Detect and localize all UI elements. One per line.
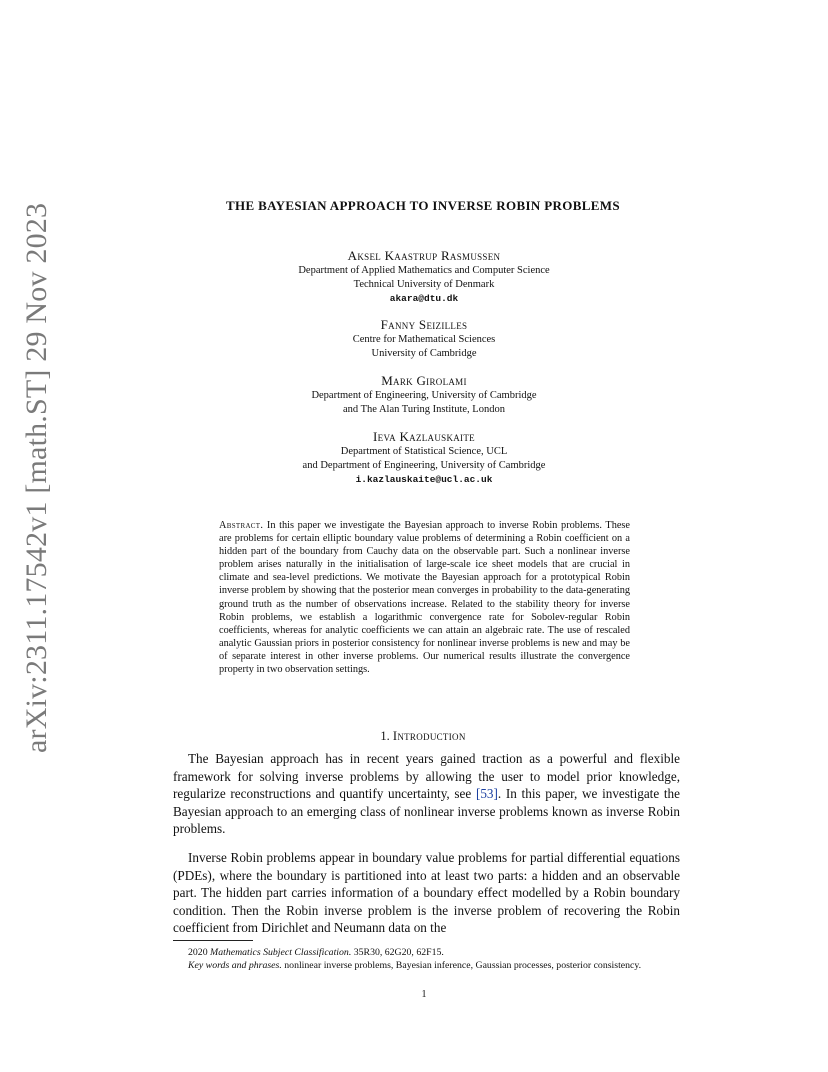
author-affiliation-line: and Department of Engineering, University of Cambridge [302,460,546,471]
footnote-msc [173,946,680,959]
paper-title: THE BAYESIAN APPROACH TO INVERSE ROBIN PROBLEMS [225,198,620,213]
msc-codes: 35R30, 62G20, 62F15. [353,947,444,958]
footnote-keywords [173,959,680,972]
footnotes [173,946,680,972]
citation-link[interactable]: [53] [475,786,498,801]
body-paragraph-1 [173,750,680,838]
paragraph-text: The Bayesian approach has in recent years gained traction as a powerful and flexible framework for solving inverse problems by allowing the user to model prior knowledge, regularize reconstructions and quantify uncertainty, see [173,751,680,801]
abstract [219,519,630,676]
author-email[interactable]: i.kazlauskaite@ucl.ac.uk [355,474,493,485]
author-affiliation-line: Centre for Mathematical Sciences [352,334,496,345]
msc-year: 2020 [188,947,208,958]
abstract-heading: Abstract. [219,520,264,531]
keywords-text: nonlinear inverse problems, Bayesian inference, Gaussian processes, posterior consistency. [284,960,642,971]
author-affiliation-line: Department of Applied Mathematics and Computer Science [298,265,550,276]
author-block-1 [200,249,648,306]
section-title: Introduction [392,729,466,743]
author-name: Mark Girolami [381,373,467,388]
footnote-rule [173,940,253,941]
author-email[interactable]: akara@dtu.dk [389,293,459,304]
author-block-4 [200,430,648,487]
arxiv-identifier-stamp: arXiv:2311.17542v1 [math.ST] 29 Nov 2023 [20,202,53,753]
msc-label: Mathematics Subject Classification. [210,947,352,958]
section-heading [150,729,696,744]
author-affiliation-line: Department of Statistical Science, UCL [340,446,508,457]
author-affiliation-line: University of Cambridge [371,348,477,359]
author-block-3 [200,374,648,417]
page-number: 1 [421,989,427,1000]
keywords-label: Key words and phrases. [188,960,282,971]
author-affiliation-line: Department of Engineering, University of Cambridge [311,390,537,401]
author-block-2 [200,318,648,361]
body-paragraph-2: Inverse Robin problems appear in boundary value problems for partial differential equations (PDEs), where the boundary is partitioned into at least two parts: a hidden and an observable part. The hidden part carries information of a boundary effect modelled by a Robin boundary condition. Then the Robin inverse problem is the inverse problem of recovering the Robin coefficient from Dirichlet and Neumann data on the [173,850,680,935]
paragraph-text: . In this paper, we investigate the Bayesian approach to an emerging class of nonlinear inverse problems known as inverse Robin problems. [173,786,680,836]
abstract-text: In this paper we investigate the Bayesian approach to inverse Robin problems. These are problems for certain elliptic boundary value problems of determining a Robin coefficient on a hidden part of the boundary from Cauchy data on the observable part. Such a nonlinear inverse problem arises naturally in the initialisation of large-scale ice sheet models that are crucial in climate and sea-level predictions. We motivate the Bayesian approach for a prototypical Robin inverse problem by showing that the posterior mean converges in probability to the data-generating ground truth as the number of observations increase. Related to the stability theory for inverse Robin problems, we establish a logarithmic convergence rate for Sobolev-regular Robin coefficients, whereas for analytic coefficients we can attain an algebraic rate. The use of rescaled analytic Gaussian priors in posterior consistency for nonlinear inverse problems is new and may be of separate interest in other inverse problems. Our numerical results illustrate the convergence property in two observation settings. [219,520,630,676]
author-name: Fanny Seizilles [380,317,468,332]
section-number: 1. [380,729,390,743]
author-name: Ieva Kazlauskaite [373,429,475,444]
author-affiliation-line: Technical University of Denmark [353,279,495,290]
author-name: Aksel Kaastrup Rasmussen [347,248,501,263]
author-affiliation-line: and The Alan Turing Institute, London [343,404,505,415]
